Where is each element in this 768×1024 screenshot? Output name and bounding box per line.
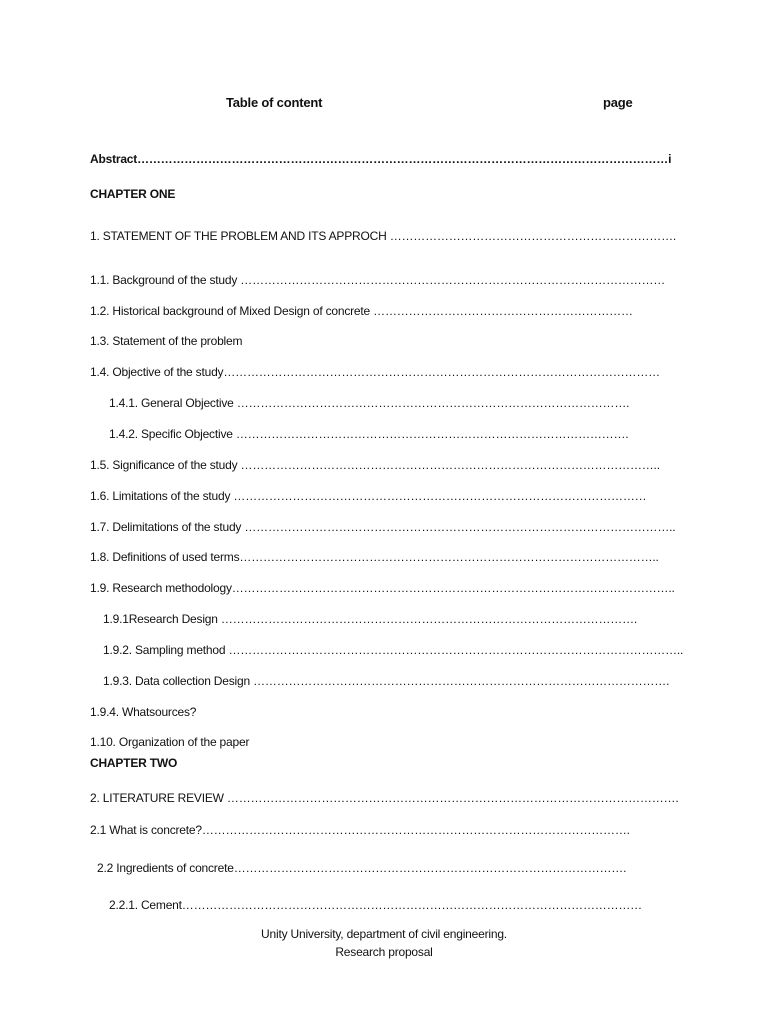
toc-entry: 1.8. Definitions of used terms…………………………………………………………………………………………….. bbox=[90, 550, 659, 564]
page-column-label: page bbox=[603, 95, 633, 110]
toc-entry: 1.4.2. Specific Objective ………………………………………………………………………………………. bbox=[109, 427, 629, 441]
toc-entry: 2.1 What is concrete?………………………………………………………………………………………………. bbox=[90, 823, 630, 837]
footer-institution: Unity University, department of civil engineering. bbox=[261, 927, 507, 941]
toc-entry: 1.9.2. Sampling method …………………………………………………………………………………………………….. bbox=[103, 643, 684, 657]
toc-entry: 1.2. Historical background of Mixed Design of concrete ………………………………………………………… bbox=[90, 304, 633, 318]
toc-entry: 1.9.4. Whatsources? bbox=[90, 705, 197, 719]
toc-title: Table of content bbox=[226, 95, 323, 110]
toc-entry: 1.6. Limitations of the study …………………………………………………………………………………………… bbox=[90, 489, 647, 503]
toc-entry: 1.4. Objective of the study………………………………………………………………………………………………… bbox=[90, 365, 660, 379]
toc-entry: 2. LITERATURE REVIEW ……………………………………………………………………………………………………. bbox=[90, 791, 679, 805]
toc-entry: 2.2 Ingredients of concrete………………………………………………………………………………………. bbox=[97, 861, 627, 875]
toc-entry: 1.9.1Research Design ……………………………………………………………………………………………. bbox=[103, 612, 638, 626]
toc-entry: 1.4.1. General Objective ………………………………………………………………………………………. bbox=[109, 396, 630, 410]
toc-entry: 1.10. Organization of the paper bbox=[90, 735, 250, 749]
chapter-one-heading: CHAPTER ONE bbox=[90, 187, 176, 201]
toc-entry: 2.2.1. Cement……………………………………………………………………………………………………… bbox=[109, 898, 642, 912]
toc-entry: 1.9.3. Data collection Design ……………………………………………………………………………………………. bbox=[103, 674, 670, 688]
toc-entry: 1. STATEMENT OF THE PROBLEM AND ITS APPROCH ………………………………………………………………. bbox=[90, 229, 677, 243]
footer-document-type: Research proposal bbox=[335, 945, 433, 959]
toc-entry-abstract: Abstract………………………………………………………………………………………………………………………i bbox=[90, 152, 672, 166]
chapter-two-heading: CHAPTER TWO bbox=[90, 756, 178, 770]
toc-entry: 1.7. Delimitations of the study ……………………………………………………………………………………………….. bbox=[90, 520, 676, 534]
toc-entry: 1.1. Background of the study ……………………………………………………………………………………………… bbox=[90, 273, 666, 287]
toc-entry: 1.5. Significance of the study …………………………………………………………………………………………….. bbox=[90, 458, 660, 472]
toc-entry: 1.3. Statement of the problem bbox=[90, 334, 243, 348]
toc-entry: 1.9. Research methodology………………………………………………………………………………………………….. bbox=[90, 581, 675, 595]
